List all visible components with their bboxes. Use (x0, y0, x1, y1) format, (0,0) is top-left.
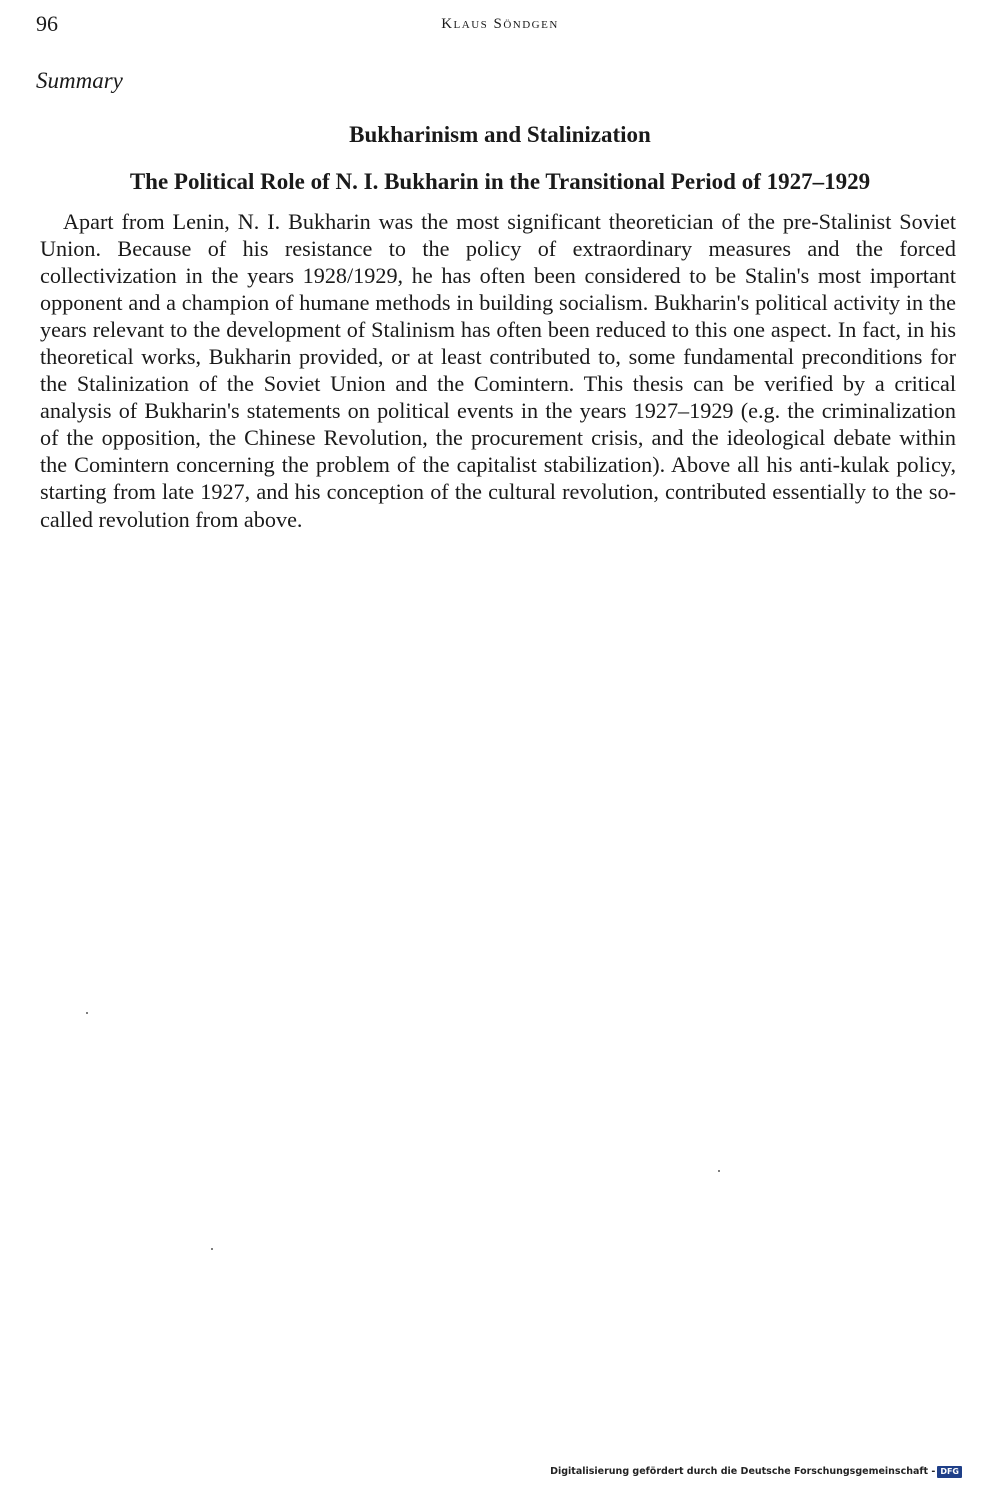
summary-paragraph: Apart from Lenin, N. I. Bukharin was the most significant theoretician of the pre-Stalinist Soviet Union. Because of his resistance to the policy of extraordinary measures and the forced collectivization in the years 1928/1929, he has often been considered to be Stalin's most important opponent and a champion of humane methods in building socialism. Bukharin's political activity in the years relevant to the development of Stalinism has often been reduced to this one aspect. In fact, in his theoretical works, Bukharin provided, or at least contributed to, some fundamental preconditions for the Stalinization of the Soviet Union and the Comintern. This thesis can be verified by a critical analysis of Bukharin's statements on political events in the years 1927–1929 (e.g. the criminalization of the opposition, the Chinese Revolution, the procurement crisis, and the ideological debate within the Comintern concerning the problem of the capitalist stabilization). Above all his anti-kulak policy, starting from late 1927, and his conception of the cultural revolution, contributed essentially to the so-called revolution from above. (40, 209, 956, 532)
digitization-credit (550, 1465, 962, 1479)
article-subtitle: The Political Role of N. I. Bukharin in the Transitional Period of 1927–1929 (129, 169, 871, 194)
section-label: Summary (36, 68, 123, 93)
running-head: Klaus Söndgen (441, 16, 559, 32)
page-number: 96 (36, 11, 58, 36)
dfg-logo: DFG (937, 1466, 962, 1478)
credit-text: Digitalisierung gefördert durch die Deutsche Forschungsgemeinschaft - (550, 1466, 936, 1477)
article-title: Bukharinism and Stalinization (349, 122, 651, 147)
